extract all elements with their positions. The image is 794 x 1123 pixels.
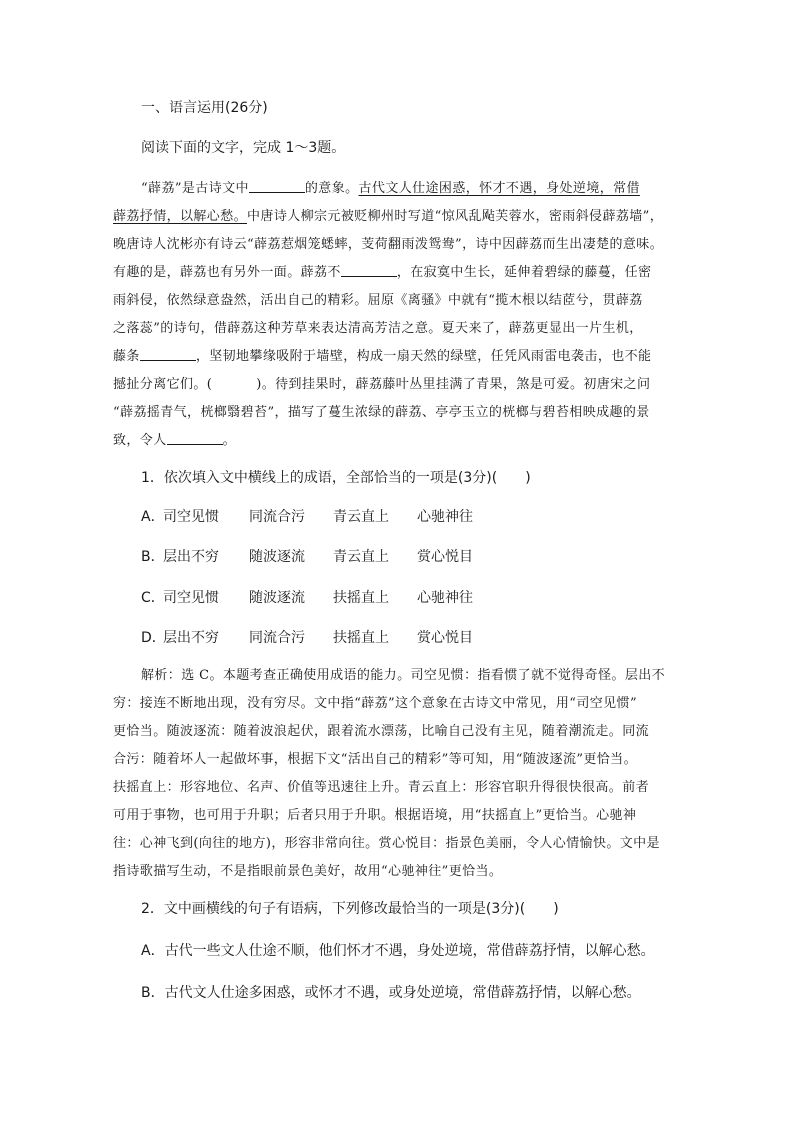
passage-line-8: 撼扯分离它们。( )。待到挂果时，薜荔藤叶丛里挂满了青果，煞是可爱。初唐宋之问: [113, 377, 651, 392]
passage-line-10: 致，令人 。: [113, 433, 237, 448]
question-2-option-b: B．古代文人仕途多困惑，或怀才不遇，或身处逆境，常借薜荔抒情，以解心愁。: [141, 985, 641, 1001]
analysis-line-1: 解析：选 C。本题考查正确使用成语的能力。司空见惯：指看惯了就不觉得奇怪。层出不: [141, 668, 666, 683]
section-title: 一、语言运用(26分): [141, 100, 268, 116]
analysis-line-8: 指诗歌描写生动，不是指眼前景色美好，故用“心驰神往”更恰当。: [113, 864, 503, 879]
underlined-sentence-end: 薜荔抒情，以解心愁。: [113, 209, 248, 224]
reading-instruction: 阅读下面的文字，完成 1～3题。: [141, 140, 346, 156]
analysis-line-7: 往：心神飞到(向往的地方)，形容非常向往。赏心悦目：指景色美丽，令人心情愉快。文中是: [113, 836, 660, 851]
analysis-line-2: 穷：接连不断地出现，没有穷尽。文中指“薜荔”这个意象在古诗文中常见，用“司空见惯”: [113, 696, 637, 711]
passage-line-6: 之落蕊”的诗句，借薜荔这种芳草来表达清高芳洁之意。夏天来了，薜荔更显出一片生机，: [113, 321, 643, 336]
passage-line-2: 薜荔抒情，以解心愁。中唐诗人柳宗元被贬柳州时写道“惊风乱飐芙蓉水，密雨斜侵薜荔墙”，: [113, 209, 664, 224]
document-page: 一、语言运用(26分) 阅读下面的文字，完成 1～3题。 “薜荔”是古诗文中 的意象。古代文人仕途困惑，怀才不遇，身处逆境，常借 薜荔抒情，以解心愁。中唐诗人柳宗元被贬柳州时写道“惊风乱飐芙蓉水，密雨斜侵薜荔墙”， 晚唐诗人沈彬亦有诗云“薜荔惹烟笼蟋蟀，芰荷翻雨泼鸳鸯”，诗中因薜荔而生出凄楚的意味。 有趣的是，薜荔也有另外一面。薜荔不 ，在寂寞中生长，延伸着碧绿的藤蔓，任密 雨斜侵，依然绿意盎然，活出自己的精彩。屈原《离骚》中就有“揽木根以结茝兮，贯薜荔 之落蕊”的诗句，借薜荔这种芳草来表达清高芳洁之意。夏天来了，薜荔更显出一片生机， 藤条 ，坚韧地攀缘吸附于墙壁，构成一扇天然的绿壁，任凭风雨雷电袭击，也不能 撼扯分离它们。( )。待到挂果时，薜荔藤叶丛里挂满了青果，煞是可爱。初唐宋之问 “薜荔摇青气，桄榔翳碧苔”，描写了蔓生浓绿的薜荔、亭亭玉立的桄榔与碧苔相映成趣的景 致，令人 。 1．依次填入文中横线上的成语，全部恰当的一项是(3分)( ) A． 司空见惯 同流合污 青云直上 心驰神往 B． 层出不穷 随波逐流 青云直上 赏心悦目 C． 司空见惯 随波逐流 扶摇直上 心驰神往 D． 层出不穷 同流合污 扶摇直上 赏心悦目 解析：选 C。本题考查正确使用成语的能力。司空见惯：指看惯了就不觉得奇怪。层出不 穷：接连不断地出现，没有穷尽。文中指“薜荔”这个意象在古诗文中常见，用“司空见惯” 更恰当。随波逐流：随着波浪起伏，跟着流水漂荡，比喻自己没有主见，随着潮流走。同流 合污：随着坏人一起做坏事，根据下文“活出自己的精彩”等可知，用“随波逐流”更恰当。 扶摇直上：形容地位、名声、价值等迅速往上升。青云直上：形容官职升得很快很高。前者 可用于事物，也可用于升职；后者只用于升职。根据语境，用“扶摇直上”更恰当。心驰神 往：心神飞到(向往的地方)，形容非常向往。赏心悦目：指景色美丽，令人心情愉快。文中是 指诗歌描写生动，不是指眼前景色美好，故用“心驰神往”更恰当。 2．文中画横线的句子有语病，下列修改最恰当的一项是(3分)( ) A．古代一些文人仕途不顺，他们怀才不遇，身处逆境，常借薜荔抒情，以解心愁。 B．古代文人仕途多困惑，或怀才不遇，或身处逆境，常借薜荔抒情，以解心愁。: [0, 0, 794, 1123]
analysis-line-6: 可用于事物，也可用于升职；后者只用于升职。根据语境，用“扶摇直上”更恰当。心驰神: [113, 808, 637, 823]
passage-line-7: 藤条 ，坚韧地攀缘吸附于墙壁，构成一扇天然的绿壁，任凭风雨雷电袭击，也不能: [113, 349, 652, 364]
passage-line-4: 有趣的是，薜荔也有另外一面。薜荔不 ，在寂寞中生长，延伸着碧绿的藤蔓，任密: [113, 265, 652, 280]
fill-blank-3: [140, 348, 196, 361]
passage-line-9: “薜荔摇青气，桄榔翳碧苔”，描写了蔓生浓绿的薜荔、亭亭玉立的桄榔与碧苔相映成趣的景: [113, 405, 650, 420]
passage-line-3: 晚唐诗人沈彬亦有诗云“薜荔惹烟笼蟋蟀，芰荷翻雨泼鸳鸯”，诗中因薜荔而生出凄楚的意味。: [113, 237, 664, 252]
question-1-stem: 1．依次填入文中横线上的成语，全部恰当的一项是(3分)( ): [141, 470, 531, 486]
fill-blank-2: [341, 264, 397, 277]
passage-line-1: “薜荔”是古诗文中 的意象。古代文人仕途困惑，怀才不遇，身处逆境，常借: [141, 181, 640, 196]
passage-line-5: 雨斜侵，依然绿意盎然，活出自己的精彩。屈原《离骚》中就有“揽木根以结茝兮，贯薜荔: [113, 293, 643, 308]
underlined-sentence: 古代文人仕途困惑，怀才不遇，身处逆境，常借: [358, 181, 640, 196]
fill-blank-4: [167, 432, 223, 445]
analysis-line-5: 扶摇直上：形容地位、名声、价值等迅速往上升。青云直上：形容官职升得很快很高。前者: [113, 780, 650, 795]
fill-blank-1: [249, 180, 305, 193]
question-2-option-a: A．古代一些文人仕途不顺，他们怀才不遇，身处逆境，常借薜荔抒情，以解心愁。: [141, 943, 655, 959]
analysis-line-3: 更恰当。随波逐流：随着波浪起伏，跟着流水漂荡，比喻自己没有主见，随着潮流走。同流: [113, 724, 650, 739]
question-2-stem: 2．文中画横线的句子有语病，下列修改最恰当的一项是(3分)( ): [141, 901, 559, 917]
analysis-line-4: 合污：随着坏人一起做坏事，根据下文“活出自己的精彩”等可知，用“随波逐流”更恰当。: [113, 752, 637, 767]
